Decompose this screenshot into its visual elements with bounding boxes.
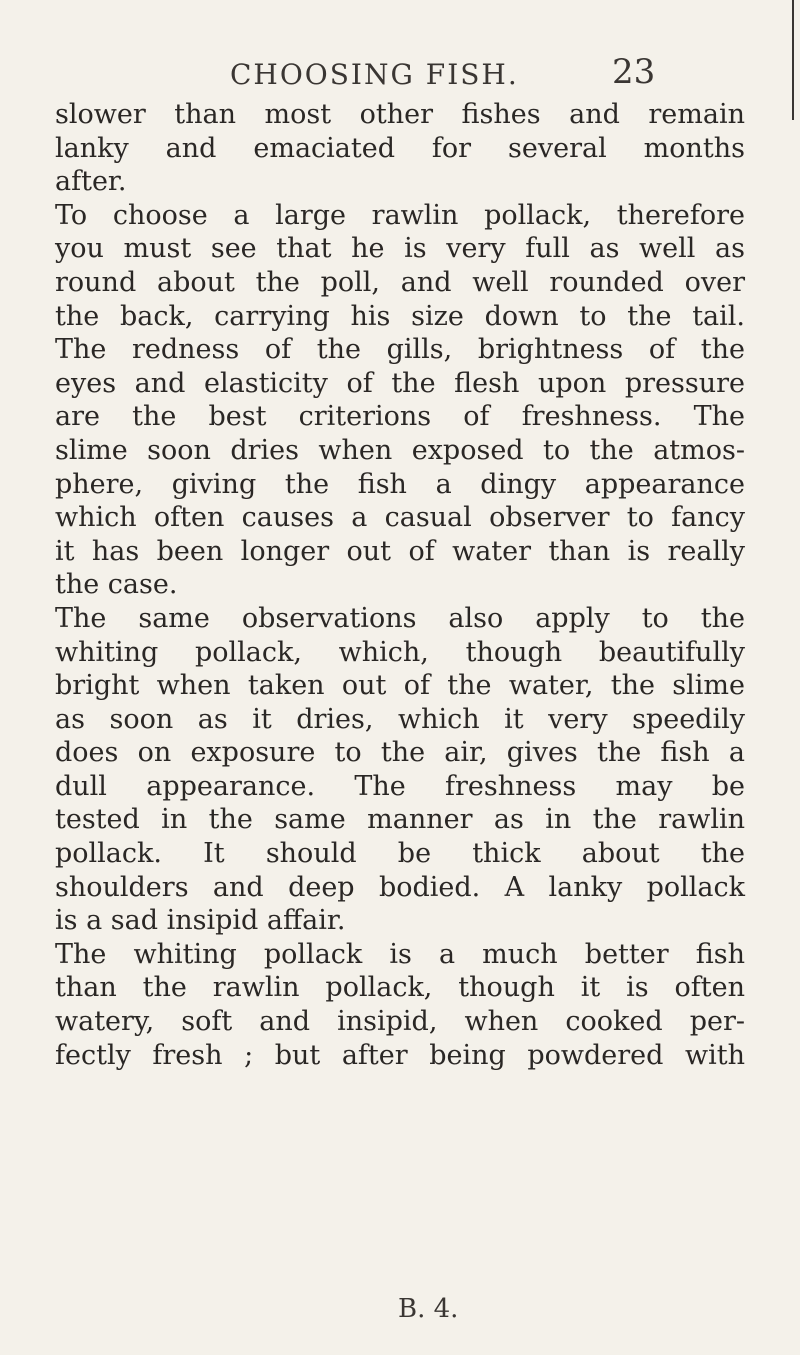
text-line: The same observations also apply to the	[55, 602, 745, 634]
text-line: it has been longer out of water than is really	[55, 535, 745, 567]
running-head: CHOOSING FISH.	[230, 58, 519, 91]
text-line: dull appearance. The freshness may be	[55, 770, 745, 802]
text-line: The redness of the gills, brightness of the	[55, 334, 745, 366]
text-line: lanky and emaciated for several months	[55, 132, 745, 164]
text-line: round about the poll, and well rounded over	[55, 266, 745, 298]
text-line: after.	[55, 166, 127, 198]
text-line: slower than most other fishes and remain	[55, 99, 745, 130]
text-line: which often causes a casual observer to fancy	[55, 502, 745, 534]
text-line: fectly fresh ; but after being powdered with	[55, 1039, 745, 1071]
text-line: you must see that he is very full as well as	[55, 233, 745, 265]
text-line: bright when taken out of the water, the slime	[55, 670, 745, 702]
page-number: 23	[612, 52, 656, 92]
text-line: as soon as it dries, which it very speedily	[55, 703, 745, 735]
text-line: does on exposure to the air, gives the fish a	[55, 737, 745, 769]
text-line: The whiting pollack is a much better fish	[55, 938, 745, 970]
page-header	[0, 52, 800, 98]
text-line: pollack. It should be thick about the	[55, 838, 745, 870]
text-line: eyes and elasticity of the flesh upon pressure	[55, 367, 745, 399]
text-line: is a sad insipid affair.	[55, 905, 346, 937]
text-line: than the rawlin pollack, though it is often	[55, 972, 745, 1004]
body-text	[55, 98, 745, 1072]
text-line: whiting pollack, which, though beautifully	[55, 636, 745, 668]
text-line: the case.	[55, 569, 178, 601]
text-line: slime soon dries when exposed to the atmos-	[55, 434, 745, 466]
text-line: tested in the same manner as in the rawlin	[55, 804, 745, 836]
text-line: shoulders and deep bodied. A lanky pollack	[55, 871, 745, 903]
text-line: phere, giving the fish a dingy appearance	[55, 468, 745, 500]
text-line: watery, soft and insipid, when cooked per-	[55, 1006, 745, 1038]
text-line: are the best criterions of freshness. The	[55, 401, 745, 433]
text-line: To choose a large rawlin pollack, therefore	[55, 199, 745, 231]
text-line: the back, carrying his size down to the tail.	[55, 300, 745, 332]
signature-mark: B. 4.	[398, 1294, 459, 1324]
